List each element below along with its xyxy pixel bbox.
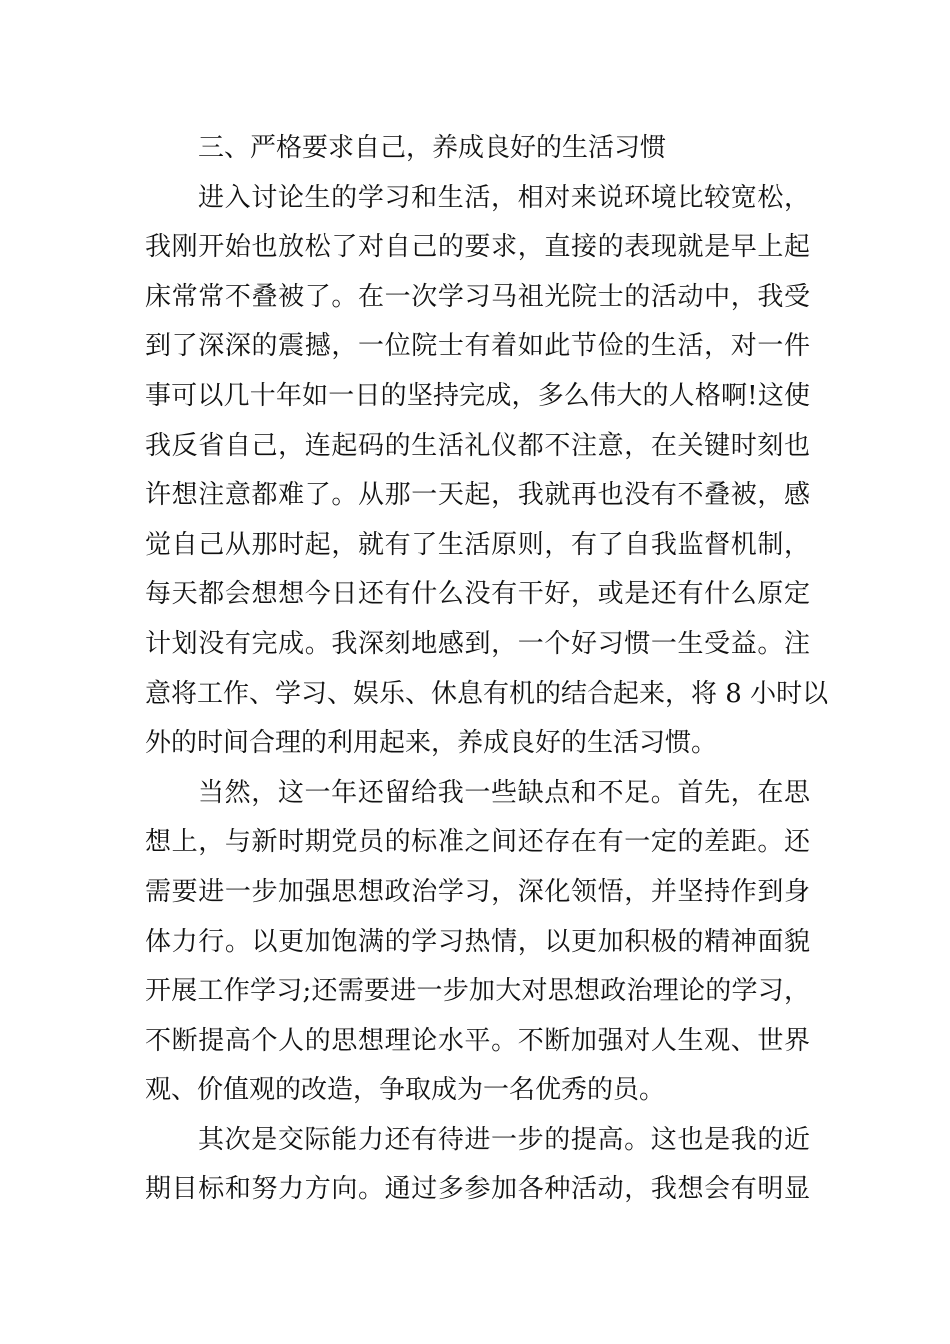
paragraph-line: 当然，这一年还留给我一些缺点和不足。首先，在思: [198, 777, 810, 808]
paragraph-line: 体力行。以更加饱满的学习热情，以更加积极的精神面貌: [145, 926, 810, 957]
paragraph-shortcomings: [145, 769, 810, 1116]
paragraph-line: 床常常不叠被了。在一次学习马祖光院士的活动中，我受: [145, 281, 810, 312]
paragraph-line: 进入讨论生的学习和生活，相对来说环境比较宽松，: [198, 182, 810, 213]
paragraph-line: 需要进一步加强思想政治学习，深化领悟，并坚持作到身: [145, 876, 810, 907]
paragraph-line: 开展工作学习;还需要进一步加大对思想政治理论的学习，: [145, 976, 810, 1007]
paragraph-line: 到了深深的震撼，一位院士有着如此节俭的生活，对一件: [145, 331, 810, 362]
paragraph-line: 觉自己从那时起，就有了生活原则，有了自我监督机制，: [145, 529, 810, 560]
paragraph-habits: [145, 174, 829, 769]
paragraph-line: 我刚开始也放松了对自己的要求，直接的表现就是早上起: [145, 232, 810, 263]
paragraph-communication: [145, 1116, 810, 1215]
paragraph-line: 我反省自己，连起码的生活礼仪都不注意，在关键时刻也: [145, 430, 810, 461]
section-heading: 三、严格要求自己，养成良好的生活习惯: [198, 133, 667, 163]
document-body: [145, 124, 829, 1215]
paragraph-line: 期目标和努力方向。通过多参加各种活动，我想会有明显: [145, 1174, 810, 1205]
paragraph-line: 其次是交际能力还有待进一步的提高。这也是我的近: [198, 1124, 810, 1155]
paragraph-line: 意将工作、学习、娱乐、休息有机的结合起来，将 8 小时以: [145, 678, 829, 709]
paragraph-line: 观、价值观的改造，争取成为一名优秀的员。: [145, 1075, 666, 1106]
paragraph-line: 想上，与新时期党员的标准之间还存在有一定的差距。还: [145, 827, 810, 858]
paragraph-line: 计划没有完成。我深刻地感到，一个好习惯一生受益。注: [145, 628, 810, 659]
paragraph-line: 外的时间合理的利用起来，养成良好的生活习惯。: [145, 728, 718, 759]
paragraph-line: 许想注意都难了。从那一天起，我就再也没有不叠被，感: [145, 480, 810, 511]
paragraph-line: 每天都会想想今日还有什么没有干好，或是还有什么原定: [145, 579, 810, 610]
paragraph-line: 事可以几十年如一日的坚持完成，多么伟大的人格啊!这使: [145, 380, 810, 411]
paragraph-line: 不断提高个人的思想理论水平。不断加强对人生观、世界: [145, 1025, 810, 1056]
